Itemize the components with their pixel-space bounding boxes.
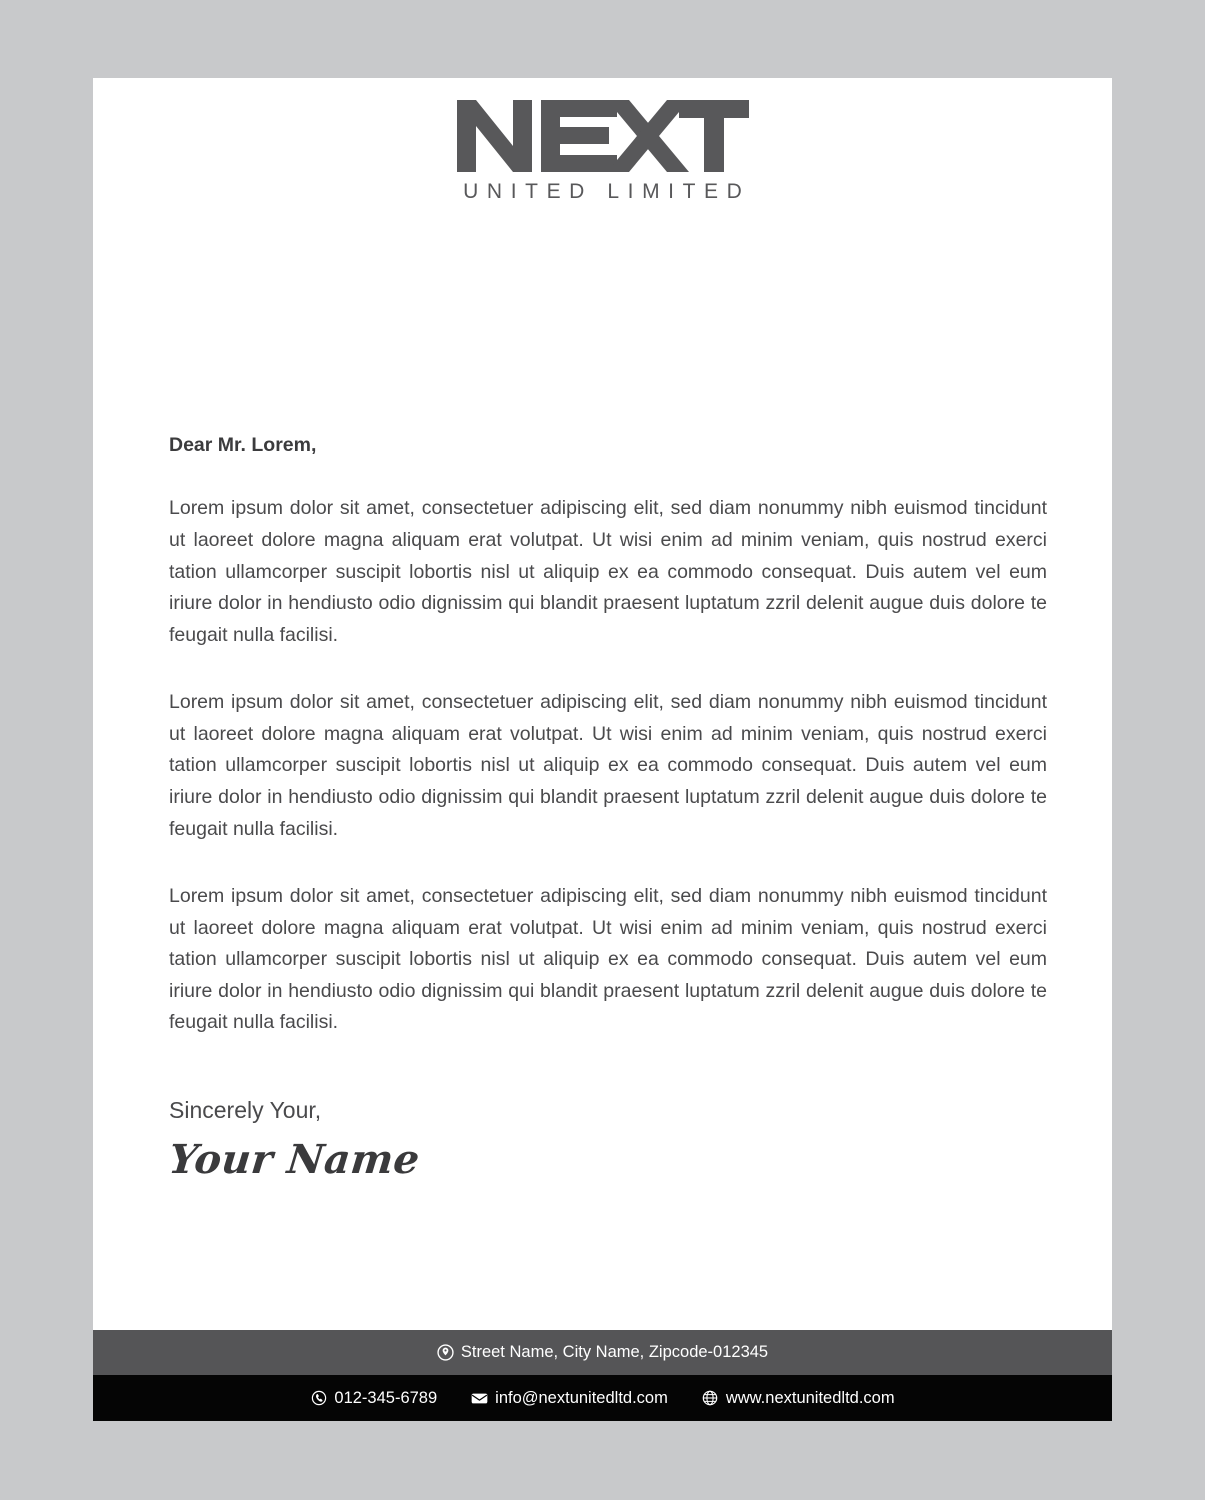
email-icon bbox=[471, 1390, 488, 1407]
phone-icon bbox=[310, 1390, 327, 1407]
email-address: info@nextunitedltd.com bbox=[495, 1388, 668, 1407]
letterhead-page bbox=[93, 78, 1112, 1421]
contact-item-website[interactable] bbox=[702, 1389, 895, 1408]
footer-address-bar bbox=[93, 1330, 1112, 1375]
website-url: www.nextunitedltd.com bbox=[725, 1388, 895, 1407]
signature: Your Name bbox=[166, 1135, 423, 1183]
logo-tagline: UNITED LIMITED bbox=[463, 180, 751, 203]
company-logo bbox=[93, 100, 1112, 202]
salutation: Dear Mr. Lorem, bbox=[169, 434, 317, 456]
body-paragraph-2: Lorem ipsum dolor sit amet, consectetuer adipiscing elit, sed diam nonummy nibh euismod tincidunt ut laoreet dolore magna aliquam erat volutpat. Ut wisi enim ad minim veniam, quis nostrud exerci tation ullamcorper suscipit lobortis nisl ut aliquip ex ea commodo consequat. Duis autem vel eum iriure dolor in hendiusto odio dignissim qui blandit praesent luptatum zzril delenit augue duis dolore te feugait nulla facilisi. bbox=[169, 691, 1047, 840]
closing-line: Sincerely Your, bbox=[169, 1097, 322, 1124]
footer-contact-bar bbox=[93, 1375, 1112, 1421]
body-paragraph-1: Lorem ipsum dolor sit amet, consectetuer adipiscing elit, sed diam nonummy nibh euismod tincidunt ut laoreet dolore magna aliquam erat volutpat. Ut wisi enim ad minim veniam, quis nostrud exerci tation ullamcorper suscipit lobortis nisl ut aliquip ex ea commodo consequat. Duis autem vel eum iriure dolor in hendiusto odio dignissim qui blandit praesent luptatum zzril delenit augue duis dolore te feugait nulla facilisi. bbox=[169, 497, 1047, 646]
phone-number: 012-345-6789 bbox=[334, 1388, 438, 1407]
contact-item-email[interactable] bbox=[471, 1389, 668, 1408]
body-paragraph-3: Lorem ipsum dolor sit amet, consectetuer adipiscing elit, sed diam nonummy nibh euismod tincidunt ut laoreet dolore magna aliquam erat volutpat. Ut wisi enim ad minim veniam, quis nostrud exerci tation ullamcorper suscipit lobortis nisl ut aliquip ex ea commodo consequat. Duis autem vel eum iriure dolor in hendiusto odio dignissim qui blandit praesent luptatum zzril delenit augue duis dolore te feugait nulla facilisi. bbox=[169, 885, 1047, 1034]
letter-body bbox=[166, 434, 1047, 1183]
globe-icon bbox=[702, 1390, 719, 1407]
address-text: Street Name, City Name, Zipcode-012345 bbox=[460, 1343, 769, 1361]
address-item bbox=[437, 1343, 768, 1362]
next-wordmark-icon bbox=[457, 100, 749, 172]
location-pin-icon bbox=[437, 1344, 454, 1361]
contact-item-phone[interactable] bbox=[310, 1389, 437, 1408]
